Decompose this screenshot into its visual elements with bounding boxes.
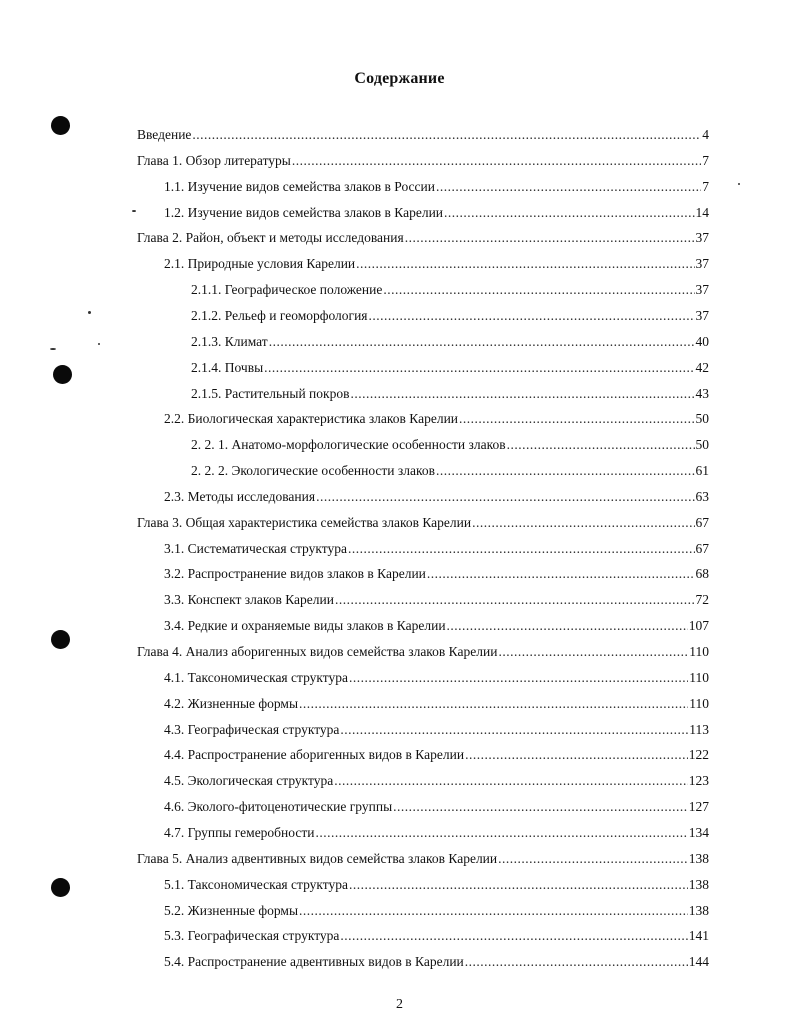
toc-entry[interactable] xyxy=(164,616,709,636)
toc-entry[interactable] xyxy=(164,952,709,972)
toc-entry-label: 4.4. Распространение аборигенных видов в Карелии xyxy=(164,747,465,763)
toc-entry[interactable] xyxy=(164,875,709,895)
toc-entry-label: 2.1.2. Рельеф и геоморфология xyxy=(191,307,368,323)
toc-dot-leader xyxy=(427,564,695,584)
toc-entry-label: 2.1.5. Растительный покров xyxy=(191,385,350,401)
toc-entry-label: 5.3. Географическая структура xyxy=(164,928,340,944)
toc-dot-leader xyxy=(348,539,695,559)
toc-entry[interactable] xyxy=(191,461,709,481)
toc-dot-leader xyxy=(350,384,694,404)
toc-dot-leader xyxy=(335,590,695,610)
toc-dot-leader xyxy=(315,823,687,843)
toc-dot-leader xyxy=(269,332,695,352)
toc-dot-leader xyxy=(383,280,694,300)
toc-entry[interactable] xyxy=(191,280,709,300)
toc-dot-leader xyxy=(465,745,688,765)
toc-entry-page: 61 xyxy=(695,463,709,479)
toc-dot-leader xyxy=(459,409,694,429)
toc-entry[interactable] xyxy=(164,254,709,274)
toc-entry-page: 144 xyxy=(688,954,709,970)
toc-dot-leader xyxy=(349,668,688,688)
toc-dot-leader xyxy=(349,875,688,895)
toc-entry[interactable] xyxy=(191,358,709,378)
toc-entry-label: 4.1. Таксономическая структура xyxy=(164,669,348,685)
toc-entry-page: 7 xyxy=(702,152,709,168)
toc-dot-leader xyxy=(465,952,688,972)
toc-entry-page: 37 xyxy=(695,282,709,298)
toc-entry-label: Глава 5. Анализ адвентивных видов семейства злаков Карелии xyxy=(137,850,498,866)
punch-hole xyxy=(53,365,72,384)
toc-entry-page: 42 xyxy=(695,359,709,375)
toc-entry[interactable] xyxy=(164,203,709,223)
toc-entry-page: 138 xyxy=(688,850,709,866)
toc-dot-leader xyxy=(393,797,688,817)
toc-entry[interactable] xyxy=(164,901,709,921)
toc-entry-page: 4 xyxy=(702,127,709,142)
toc-entry-page: 141 xyxy=(688,928,709,944)
toc-entry[interactable] xyxy=(137,849,709,869)
toc-entry-label: Глава 2. Район, объект и методы исследования xyxy=(137,230,404,246)
toc-entry-page: 63 xyxy=(695,488,709,504)
punch-hole xyxy=(51,878,70,897)
scan-speck xyxy=(98,343,100,345)
scan-speck xyxy=(88,311,91,314)
toc-entry-page: 110 xyxy=(689,695,709,711)
toc-dot-leader xyxy=(334,771,688,791)
scan-speck xyxy=(50,348,56,350)
toc-entry-page: 50 xyxy=(695,437,709,453)
toc-entry[interactable] xyxy=(164,745,709,765)
toc-dot-leader xyxy=(444,203,694,223)
toc-entry-label: 5.1. Таксономическая структура xyxy=(164,876,348,892)
toc-entry-page: 68 xyxy=(695,566,709,582)
toc-entry[interactable] xyxy=(137,151,709,171)
toc-entry-label: 3.4. Редкие и охраняемые виды злаков в Карелии xyxy=(164,618,446,634)
toc-dot-leader xyxy=(472,513,694,533)
toc-entry-label: 2.1.3. Климат xyxy=(191,333,268,349)
toc-dot-leader xyxy=(292,151,701,171)
toc-entry[interactable] xyxy=(137,228,709,248)
toc-entry-page: 138 xyxy=(688,902,709,918)
toc-entry[interactable] xyxy=(164,694,709,714)
toc-entry-label: 2.3. Методы исследования xyxy=(164,488,316,504)
toc-entry-page: 67 xyxy=(695,514,709,530)
toc-entry-label: 2.1.1. Географическое положение xyxy=(191,282,383,298)
toc-entry-page: 113 xyxy=(689,721,709,737)
toc-entry[interactable] xyxy=(164,771,709,791)
toc-entry-label: 4.6. Эколого-фитоценотические группы xyxy=(164,799,393,815)
toc-entry-label: 2. 2. 1. Анатомо-морфологические особенности злаков xyxy=(191,437,506,453)
toc-entry[interactable] xyxy=(164,564,709,584)
toc-dot-leader xyxy=(498,642,688,662)
toc-entry-label: 5.2. Жизненные формы xyxy=(164,902,299,918)
toc-entry-label: 1.1. Изучение видов семейства злаков в России xyxy=(164,178,435,194)
toc-entry-label: 5.4. Распространение адвентивных видов в Карелии xyxy=(164,954,464,970)
toc-dot-leader xyxy=(507,435,695,455)
toc-entry[interactable] xyxy=(137,125,709,145)
toc-entry-page: 123 xyxy=(688,773,709,789)
toc-entry[interactable] xyxy=(191,306,709,326)
toc-entry-page: 110 xyxy=(689,669,709,685)
toc-entry[interactable] xyxy=(164,590,709,610)
toc-entry[interactable] xyxy=(164,177,709,197)
toc-entry-label: 2.2. Биологическая характеристика злаков Карелии xyxy=(164,411,459,427)
toc-entry-page: 37 xyxy=(695,230,709,246)
toc-entry[interactable] xyxy=(164,668,709,688)
toc-entry-page: 72 xyxy=(695,592,709,608)
toc-dot-leader xyxy=(192,125,701,145)
toc-entry[interactable] xyxy=(164,926,709,946)
toc-entry-label: 4.2. Жизненные формы xyxy=(164,695,299,711)
toc-entry[interactable] xyxy=(164,409,709,429)
toc-entry[interactable] xyxy=(164,720,709,740)
toc-entry-page: 127 xyxy=(688,799,709,815)
toc-dot-leader xyxy=(299,694,688,714)
toc-dot-leader xyxy=(369,306,695,326)
toc-entry-page: 134 xyxy=(688,824,709,840)
toc-dot-leader xyxy=(340,926,687,946)
toc-entry-label: 4.7. Группы гемеробности xyxy=(164,824,315,840)
toc-dot-leader xyxy=(498,849,688,869)
toc-entry-label: 3.1. Систематическая структура xyxy=(164,540,347,556)
toc-dot-leader xyxy=(356,254,694,274)
toc-entry-page: 7 xyxy=(702,178,709,194)
toc-entry-label: Глава 1. Обзор литературы xyxy=(137,152,291,168)
toc-entry-label: 2. 2. 2. Экологические особенности злаков xyxy=(191,463,435,479)
toc-entry-label: 2.1. Природные условия Карелии xyxy=(164,256,356,272)
toc-entry-page: 14 xyxy=(695,204,709,220)
toc-entry-page: 37 xyxy=(695,307,709,323)
toc-dot-leader xyxy=(340,720,688,740)
toc-entry-page: 122 xyxy=(688,747,709,763)
toc-entry-page: 43 xyxy=(695,385,709,401)
toc-entry-label: Введение xyxy=(137,127,192,142)
toc-entry[interactable] xyxy=(137,513,709,533)
toc-entry-page: 110 xyxy=(689,644,709,659)
punch-hole xyxy=(51,116,70,135)
punch-hole xyxy=(51,630,70,649)
toc-dot-leader xyxy=(299,901,688,921)
toc-dot-leader xyxy=(264,358,694,378)
toc-dot-leader xyxy=(405,228,695,248)
toc-entry[interactable] xyxy=(164,539,709,559)
toc-entry-label: 4.5. Экологическая структура xyxy=(164,773,334,789)
toc-dot-leader xyxy=(436,461,695,481)
toc-entry[interactable] xyxy=(164,797,709,817)
toc-entry-page: 50 xyxy=(695,411,709,427)
scan-speck xyxy=(132,210,136,212)
toc-entry-label: Глава 4. Анализ аборигенных видов семейства злаков Карелии xyxy=(137,644,498,659)
toc-entry-label: 1.2. Изучение видов семейства злаков в Карелии xyxy=(164,204,444,220)
toc-entry-page: 107 xyxy=(688,618,709,634)
toc-entry[interactable] xyxy=(164,487,709,507)
toc-entry-label: 3.2. Распространение видов злаков в Карелии xyxy=(164,566,426,582)
toc-entry-label: 4.3. Географическая структура xyxy=(164,721,340,737)
toc-dot-leader xyxy=(316,487,694,507)
toc-entry-page: 67 xyxy=(695,540,709,556)
toc-entry[interactable] xyxy=(191,384,709,404)
toc-entry-label: 2.1.4. Почвы xyxy=(191,359,264,375)
page-title: Содержание xyxy=(354,70,445,87)
toc-entry[interactable] xyxy=(137,642,709,662)
toc-entry-page: 138 xyxy=(688,876,709,892)
toc-entry[interactable] xyxy=(191,435,709,455)
toc-entry[interactable] xyxy=(191,332,709,352)
toc-dot-leader xyxy=(447,616,688,636)
toc-entry-label: Глава 3. Общая характеристика семейства злаков Карелии xyxy=(137,514,472,530)
toc-dot-leader xyxy=(436,177,701,197)
toc-entry-page: 37 xyxy=(695,256,709,272)
toc-entry[interactable] xyxy=(164,823,709,843)
toc-entry-label: 3.3. Конспект злаков Карелии xyxy=(164,592,334,608)
toc-entry-page: 40 xyxy=(695,333,709,349)
page-number: 2 xyxy=(396,997,403,1012)
scan-speck xyxy=(738,183,740,185)
